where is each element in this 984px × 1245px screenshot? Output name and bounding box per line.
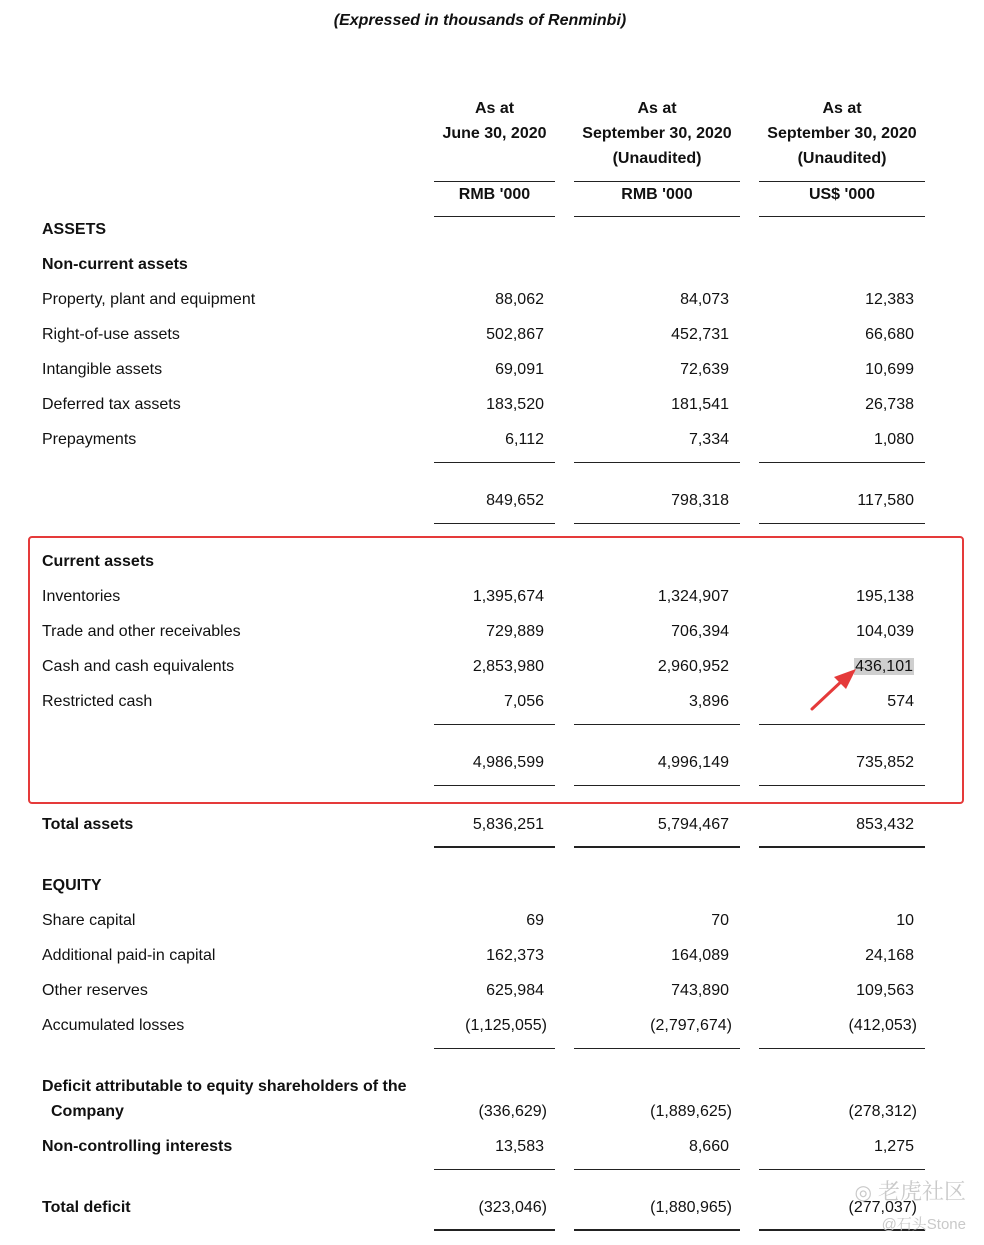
- column-header-sep-2020-usd: [759, 96, 925, 171]
- cell-value: 502,867: [486, 326, 544, 343]
- cell-value: 6,112: [505, 431, 544, 448]
- total-row-assets: [0, 808, 984, 843]
- cell-value: 8,660: [688, 1138, 729, 1155]
- table-row: [0, 939, 984, 974]
- cell-value: 162,373: [486, 947, 544, 964]
- section-heading-assets: ASSETS: [42, 221, 107, 238]
- section-heading-current-assets: Current assets: [42, 553, 155, 570]
- cell-value: 13,583: [495, 1138, 544, 1155]
- watermark-line-1: [855, 1175, 966, 1206]
- unit-label: RMB '000: [458, 186, 531, 203]
- cell-value: 24,168: [865, 947, 914, 964]
- cell-value: 735,852: [856, 754, 914, 771]
- cell-value: (412,053): [848, 1017, 917, 1034]
- table-row: [0, 318, 984, 353]
- row-label: Trade and other receivables: [42, 623, 241, 640]
- cell-value: 2,853,980: [472, 658, 544, 675]
- table-row: [0, 388, 984, 423]
- table-row: [0, 423, 984, 458]
- cell-value: 2,960,952: [657, 658, 729, 675]
- header-line: As at: [822, 100, 862, 117]
- header-line: June 30, 2020: [442, 125, 547, 142]
- cell-value: 181,541: [671, 396, 729, 413]
- row-label: Accumulated losses: [42, 1017, 185, 1034]
- cell-value: 117,580: [857, 492, 914, 509]
- cell-value: 1,080: [873, 431, 914, 448]
- header-line: (Unaudited): [797, 150, 887, 167]
- cell-value: 195,138: [856, 588, 914, 605]
- row-label: Property, plant and equipment: [42, 291, 256, 308]
- cell-value: 853,432: [856, 816, 914, 833]
- column-header-sep-2020-rmb: [574, 96, 740, 171]
- cell-value: (1,889,625): [650, 1103, 732, 1120]
- watermark-text: 老虎社区: [877, 1179, 966, 1204]
- table-caption: (Expressed in thousands of Renminbi): [333, 12, 627, 29]
- cell-value: (336,629): [478, 1103, 547, 1120]
- cell-value: (277,037): [848, 1199, 917, 1216]
- cell-value: 183,520: [486, 396, 544, 413]
- cell-value: 70: [711, 912, 729, 929]
- row-label: Non-controlling interests: [42, 1138, 233, 1155]
- cell-value: 10,699: [865, 361, 914, 378]
- row-label: Prepayments: [42, 431, 137, 448]
- table-row: [0, 904, 984, 939]
- header-line: September 30, 2020: [767, 125, 917, 142]
- cell-value: 88,062: [495, 291, 544, 308]
- table-row: [0, 1009, 984, 1044]
- section-heading-equity: EQUITY: [42, 877, 102, 894]
- header-line: September 30, 2020: [582, 125, 732, 142]
- row-label: Inventories: [42, 588, 121, 605]
- cell-value: (1,880,965): [650, 1199, 732, 1216]
- row-label: Deferred tax assets: [42, 396, 181, 413]
- row-label: Company: [51, 1103, 124, 1120]
- cell-value: 5,794,467: [657, 816, 729, 833]
- cell-value: 7,334: [688, 431, 729, 448]
- row-label: Restricted cash: [42, 693, 153, 710]
- column-header-june-2020: [434, 96, 555, 146]
- cell-value: (1,125,055): [465, 1017, 547, 1034]
- cell-value: 84,073: [680, 291, 729, 308]
- header-line: As at: [474, 100, 515, 117]
- cell-value: 1,395,674: [472, 588, 544, 605]
- table-row: [0, 1095, 984, 1130]
- row-label: Total deficit: [42, 1199, 131, 1216]
- cell-value: 1,324,907: [657, 588, 729, 605]
- cell-value: 729,889: [486, 623, 544, 640]
- cell-value: 1,275: [873, 1138, 914, 1155]
- header-line: As at: [637, 100, 677, 117]
- row-label: Cash and cash equivalents: [42, 658, 235, 675]
- cell-value: 798,318: [671, 492, 729, 509]
- cell-value: 5,836,251: [472, 816, 544, 833]
- unit-label: US$ '000: [808, 186, 876, 203]
- cell-value: 452,731: [671, 326, 729, 343]
- cell-value: 7,056: [503, 693, 544, 710]
- cell-value: 849,652: [486, 492, 544, 509]
- cell-value: 104,039: [856, 623, 914, 640]
- table-row: [0, 1130, 984, 1165]
- cell-value: 109,563: [856, 982, 914, 999]
- cell-value: (2,797,674): [650, 1017, 732, 1034]
- section-heading-non-current-assets: Non-current assets: [42, 256, 188, 273]
- row-label: Other reserves: [42, 982, 148, 999]
- cell-value: 72,639: [680, 361, 729, 378]
- cell-value: 66,680: [865, 326, 914, 343]
- cell-value: (323,046): [478, 1199, 547, 1216]
- row-label: Right-of-use assets: [42, 326, 180, 343]
- unit-label: RMB '000: [621, 186, 693, 203]
- cell-value: 574: [887, 693, 914, 710]
- row-label: Share capital: [42, 912, 136, 929]
- cell-value: 12,383: [865, 291, 914, 308]
- row-label-deficit-attributable: Deficit attributable to equity shareholders of the: [42, 1078, 407, 1095]
- highlighted-text: 436,101: [855, 658, 913, 675]
- cell-value: 10: [896, 912, 914, 929]
- header-line: (Unaudited): [612, 150, 702, 167]
- row-label: Intangible assets: [42, 361, 163, 378]
- cell-value: 625,984: [486, 982, 544, 999]
- cell-value: 3,896: [688, 693, 729, 710]
- table-row: [0, 283, 984, 318]
- cell-value: 69: [526, 912, 544, 929]
- subtotal-row-non-current: [0, 484, 984, 519]
- row-label: Additional paid-in capital: [42, 947, 216, 964]
- cell-value: 4,996,149: [657, 754, 729, 771]
- table-row: [0, 353, 984, 388]
- watermark-logo-icon: ◎: [854, 1182, 872, 1204]
- total-row-deficit: [0, 1191, 984, 1226]
- watermark-line-2: @石头Stone: [881, 1216, 966, 1233]
- cell-value: 69,091: [495, 361, 544, 378]
- cell-value: 706,394: [671, 623, 729, 640]
- cell-value: 743,890: [671, 982, 729, 999]
- table-row: [0, 974, 984, 1009]
- cell-value: 26,738: [865, 396, 914, 413]
- row-label: Total assets: [42, 816, 134, 833]
- cell-value: 4,986,599: [472, 754, 544, 771]
- cell-value: (278,312): [848, 1103, 917, 1120]
- annotation-arrow-icon: [800, 665, 870, 715]
- cell-value: 164,089: [671, 947, 729, 964]
